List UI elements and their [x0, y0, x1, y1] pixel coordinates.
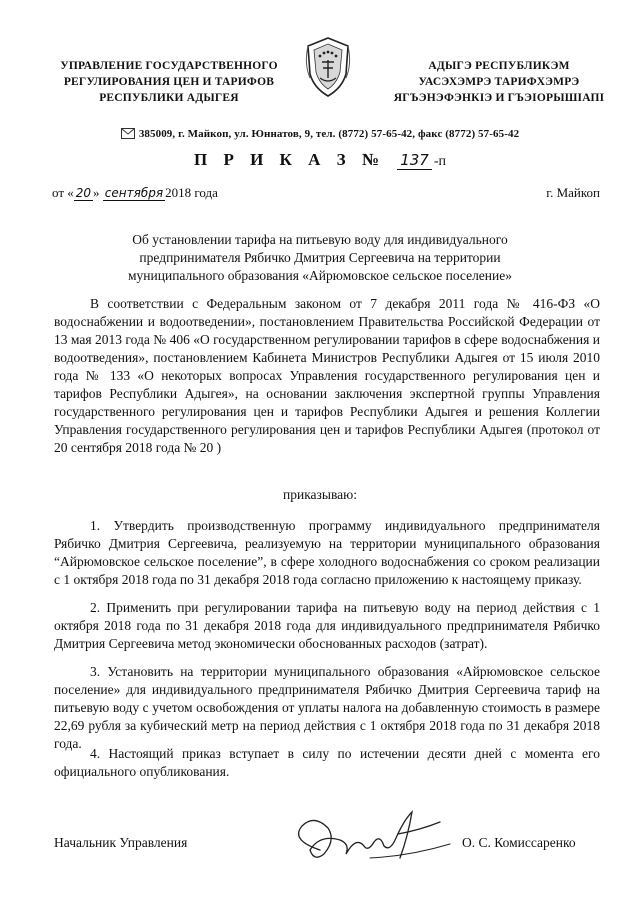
order-subject: Об установлении тарифа на питьевую воду для индивидуального предпринимателя Рябичко Дмитрия Сергеевича на территории муниципального образования «Айрюмовское сельское поселение»	[128, 232, 512, 283]
date-city: г. Майкоп	[546, 185, 600, 200]
address-text: 385009, г. Майкоп, ул. Юннатов, 9, тел. (8772) 57-65-42, факс (8772) 57-65-42	[138, 128, 520, 140]
order-number: 137	[397, 151, 432, 170]
header-left-line: РЕСПУБЛИКИ АДЫГЕЯ	[99, 92, 239, 104]
handwritten-signature	[280, 800, 480, 880]
envelope-icon	[121, 128, 135, 139]
order-word: приказываю:	[283, 487, 357, 502]
header-right-ady	[374, 58, 624, 106]
order-suffix: -п	[433, 154, 447, 169]
order-title	[0, 150, 640, 170]
order-item-2: 2. Применить при регулировании тарифа на питьевую воду на период действия с 1 октября 2018 года по 31 декабря 2018 года для индивидуального предпринимателя Рябичко Дмитрия Сергеевича метод экономически обоснованных расходов (затрат).	[54, 600, 600, 651]
order-item-4: 4. Настоящий приказ вступает в силу по истечении десяти дней с момента его официального опубликования.	[54, 746, 600, 779]
coat-of-arms-icon	[302, 34, 354, 100]
header-right-line: УАСЭХЭМРЭ ТАРИФХЭМРЭ	[418, 76, 580, 88]
header-left-line: РЕГУЛИРОВАНИЯ ЦЕН И ТАРИФОВ	[63, 76, 275, 88]
preamble-paragraph: В соответствии с Федеральным законом от 7 декабря 2011 года № 416-ФЗ «О водоснабжении и водоотведении», постановлением Правительства Российской Федерации от 13 мая 2013 года № 406 «О государственном регулировании тарифов в сфере водоснабжения и водоотведения», постановлением Кабинета Министров Республики Адыгея от 15 июля 2010 года № 133 «О некоторых вопросах Управления государственного регулирования цен и тарифов Республики Адыгея», на основании заключения экспертной группы Управления государственного регулирования цен и тарифов Республики Адыгея и решения Коллегии Управления государственного регулирования цен и тарифов Республики Адыгея (протокол от 20 сентября 2018 года № 20 )	[54, 296, 600, 455]
header-left-line: УПРАВЛЕНИЕ ГОСУДАРСТВЕННОГО	[60, 60, 278, 72]
order-item-1: 1. Утвердить производственную программу индивидуального предпринимателя Рябичко Дмитрия Сергеевича, реализуемую на территории муниципального образования “Айрюмовское сельское поселение”, в сфере холодного водоснабжения со сроком реализации с 1 октября 2018 года по 31 декабря 2018 года согласно приложению к настоящему приказу.	[54, 518, 600, 587]
order-title-text: П Р И К А З №	[193, 150, 385, 169]
date-year: 2018 года	[165, 185, 218, 200]
date-day: 20	[75, 186, 92, 200]
date-prefix: от «	[52, 185, 74, 200]
signature-name: О. С. Комиссаренко	[462, 835, 576, 850]
order-item-3: 3. Установить на территории муниципального образования «Айрюмовское сельское поселение» для индивидуального предпринимателя Рябичко Дмитрия Сергеевича тариф на питьевую воду с учетом освобождения от уплаты налога на добавленную стоимость в размере 22,69 рубля за кубический метр на период действия с 1 октября 2018 года по 31 декабря 2018 года.	[54, 664, 600, 751]
header-right-line: АДЫГЭ РЕСПУБЛИКЭМ	[428, 60, 570, 72]
date-mid: »	[93, 185, 103, 200]
date-line	[52, 185, 600, 201]
date-month: сентября	[104, 186, 164, 200]
address-line	[0, 128, 640, 140]
header-left-ru	[44, 58, 294, 106]
header-right-line: ЯГЪЭНЭФЭНКIЭ И ГЪЭIОРЫШIАПI	[393, 92, 605, 104]
signature-position: Начальник Управления	[54, 835, 188, 850]
